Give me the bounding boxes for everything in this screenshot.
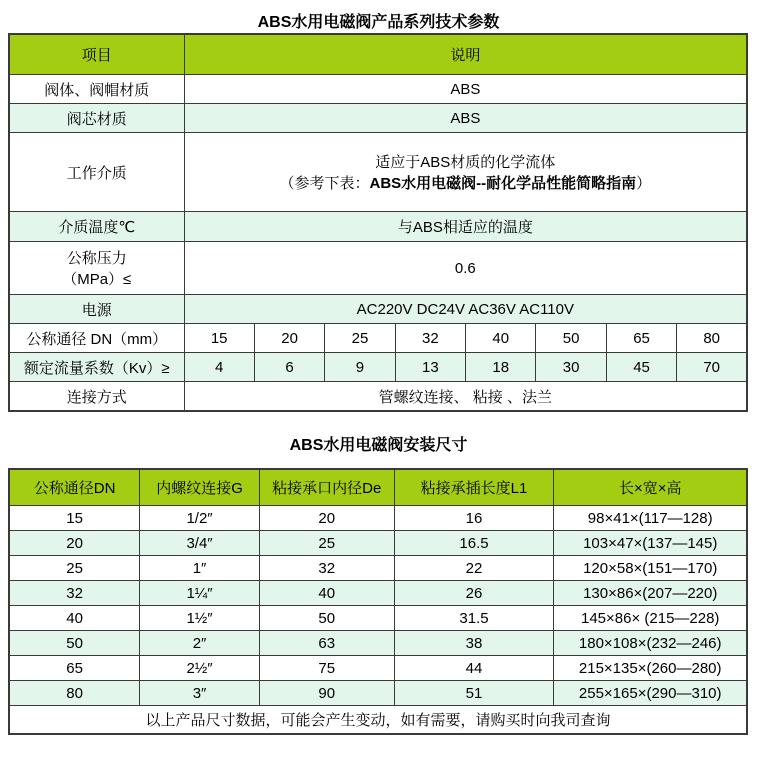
row-value: ABS bbox=[184, 104, 747, 133]
row-label: 阀芯材质 bbox=[9, 104, 184, 133]
row-label: 电源 bbox=[9, 295, 184, 324]
cell-thread: 1″ bbox=[140, 556, 260, 581]
dimension-table bbox=[8, 468, 748, 735]
dim-header-row bbox=[9, 469, 747, 506]
cell-thread: 2½″ bbox=[140, 656, 260, 681]
dn-value: 50 bbox=[536, 324, 606, 353]
pressure-label-line2: （MPa）≤ bbox=[62, 271, 132, 288]
spec-row-core-material bbox=[9, 104, 747, 133]
dim-row-dn50 bbox=[9, 631, 747, 656]
cell-insert-length: 31.5 bbox=[394, 606, 554, 631]
dim-row-dn15 bbox=[9, 506, 747, 531]
dn-value: 25 bbox=[325, 324, 395, 353]
pressure-label-line1: 公称压力 bbox=[66, 250, 127, 267]
cell-dn: 80 bbox=[9, 681, 140, 706]
dim-header-thread: 内螺纹连接G bbox=[140, 469, 260, 506]
dim-footer-note: 以上产品尺寸数据，可能会产生变动，如有需要，请购买时向我司查询 bbox=[9, 706, 747, 735]
cell-thread: 1¼″ bbox=[140, 581, 260, 606]
row-value: ABS bbox=[184, 75, 747, 104]
dim-row-dn65 bbox=[9, 656, 747, 681]
spec-row-nominal-diameter bbox=[9, 324, 747, 353]
cell-dn: 65 bbox=[9, 656, 140, 681]
kv-value: 9 bbox=[325, 353, 395, 382]
kv-value: 13 bbox=[395, 353, 465, 382]
cell-insert-length: 51 bbox=[394, 681, 554, 706]
cell-thread: 2″ bbox=[140, 631, 260, 656]
dim-header-socket-id: 粘接承口内径De bbox=[259, 469, 394, 506]
cell-lwh: 120×58×(151—170) bbox=[554, 556, 747, 581]
spec-row-connection-type bbox=[9, 382, 747, 412]
dim-row-dn32 bbox=[9, 581, 747, 606]
cell-lwh: 255×165×(290—310) bbox=[554, 681, 747, 706]
cell-socket-id: 20 bbox=[259, 506, 394, 531]
dim-header-lwh: 长×宽×高 bbox=[554, 469, 747, 506]
cell-thread: 1½″ bbox=[140, 606, 260, 631]
dn-value: 15 bbox=[184, 324, 254, 353]
spec-header-desc: 说明 bbox=[184, 34, 747, 75]
dim-table-title: ABS水用电磁阀安装尺寸 bbox=[289, 437, 468, 454]
cell-socket-id: 40 bbox=[259, 581, 394, 606]
cell-socket-id: 50 bbox=[259, 606, 394, 631]
cell-socket-id: 90 bbox=[259, 681, 394, 706]
cell-lwh: 145×86× (215—228) bbox=[554, 606, 747, 631]
dim-row-dn25 bbox=[9, 556, 747, 581]
row-value: AC220V DC24V AC36V AC110V bbox=[184, 295, 747, 324]
cell-lwh: 180×108×(232—246) bbox=[554, 631, 747, 656]
cell-socket-id: 25 bbox=[259, 531, 394, 556]
dn-value: 20 bbox=[254, 324, 324, 353]
cell-socket-id: 63 bbox=[259, 631, 394, 656]
working-medium-line2: （参考下表：ABS水用电磁阀--耐化学品性能简略指南） bbox=[279, 175, 652, 192]
row-label bbox=[9, 242, 184, 295]
cell-dn: 20 bbox=[9, 531, 140, 556]
kv-value: 45 bbox=[606, 353, 676, 382]
dn-value: 65 bbox=[606, 324, 676, 353]
dn-value: 32 bbox=[395, 324, 465, 353]
cell-thread: 3″ bbox=[140, 681, 260, 706]
cell-lwh: 130×86×(207—220) bbox=[554, 581, 747, 606]
kv-value: 4 bbox=[184, 353, 254, 382]
dim-row-dn80 bbox=[9, 681, 747, 706]
cell-insert-length: 38 bbox=[394, 631, 554, 656]
kv-value: 6 bbox=[254, 353, 324, 382]
spec-row-power-supply bbox=[9, 295, 747, 324]
working-medium-line1: 适应于ABS材质的化学流体 bbox=[375, 154, 556, 171]
dim-header-dn: 公称通径DN bbox=[9, 469, 140, 506]
row-value: 0.6 bbox=[184, 242, 747, 295]
spec-row-flow-coefficient bbox=[9, 353, 747, 382]
cell-dn: 25 bbox=[9, 556, 140, 581]
cell-dn: 32 bbox=[9, 581, 140, 606]
row-label: 介质温度℃ bbox=[9, 212, 184, 242]
cell-socket-id: 75 bbox=[259, 656, 394, 681]
row-value bbox=[184, 133, 747, 212]
spec-row-body-material bbox=[9, 75, 747, 104]
spec-row-working-medium bbox=[9, 133, 747, 212]
cell-insert-length: 16.5 bbox=[394, 531, 554, 556]
cell-insert-length: 22 bbox=[394, 556, 554, 581]
dim-header-insert-length: 粘接承插长度L1 bbox=[394, 469, 554, 506]
cell-dn: 15 bbox=[9, 506, 140, 531]
row-value: 与ABS相适应的温度 bbox=[184, 212, 747, 242]
cell-insert-length: 26 bbox=[394, 581, 554, 606]
cell-insert-length: 16 bbox=[394, 506, 554, 531]
cell-dn: 50 bbox=[9, 631, 140, 656]
spec-row-nominal-pressure bbox=[9, 242, 747, 295]
spec-table bbox=[8, 33, 748, 412]
spec-row-medium-temperature bbox=[9, 212, 747, 242]
row-label: 额定流量系数（Kv）≥ bbox=[9, 353, 184, 382]
cell-lwh: 103×47×(137—145) bbox=[554, 531, 747, 556]
spec-header-item: 项目 bbox=[9, 34, 184, 75]
cell-dn: 40 bbox=[9, 606, 140, 631]
cell-thread: 3/4″ bbox=[140, 531, 260, 556]
cell-lwh: 215×135×(260—280) bbox=[554, 656, 747, 681]
spec-header-row bbox=[9, 34, 747, 75]
dn-value: 40 bbox=[466, 324, 536, 353]
cell-thread: 1/2″ bbox=[140, 506, 260, 531]
row-value: 管螺纹连接、 粘接 、法兰 bbox=[184, 382, 747, 412]
cell-lwh: 98×41×(117—128) bbox=[554, 506, 747, 531]
kv-value: 18 bbox=[466, 353, 536, 382]
row-label: 公称通径 DN（mm） bbox=[9, 324, 184, 353]
dn-value: 80 bbox=[677, 324, 747, 353]
spec-table-title: ABS水用电磁阀产品系列技术参数 bbox=[257, 14, 500, 31]
row-label: 阀体、阀帽材质 bbox=[9, 75, 184, 104]
cell-insert-length: 44 bbox=[394, 656, 554, 681]
dim-footer-row bbox=[9, 706, 747, 735]
row-label: 工作介质 bbox=[9, 133, 184, 212]
kv-value: 70 bbox=[677, 353, 747, 382]
cell-socket-id: 32 bbox=[259, 556, 394, 581]
dim-row-dn20 bbox=[9, 531, 747, 556]
kv-value: 30 bbox=[536, 353, 606, 382]
dim-row-dn40 bbox=[9, 606, 747, 631]
row-label: 连接方式 bbox=[9, 382, 184, 412]
